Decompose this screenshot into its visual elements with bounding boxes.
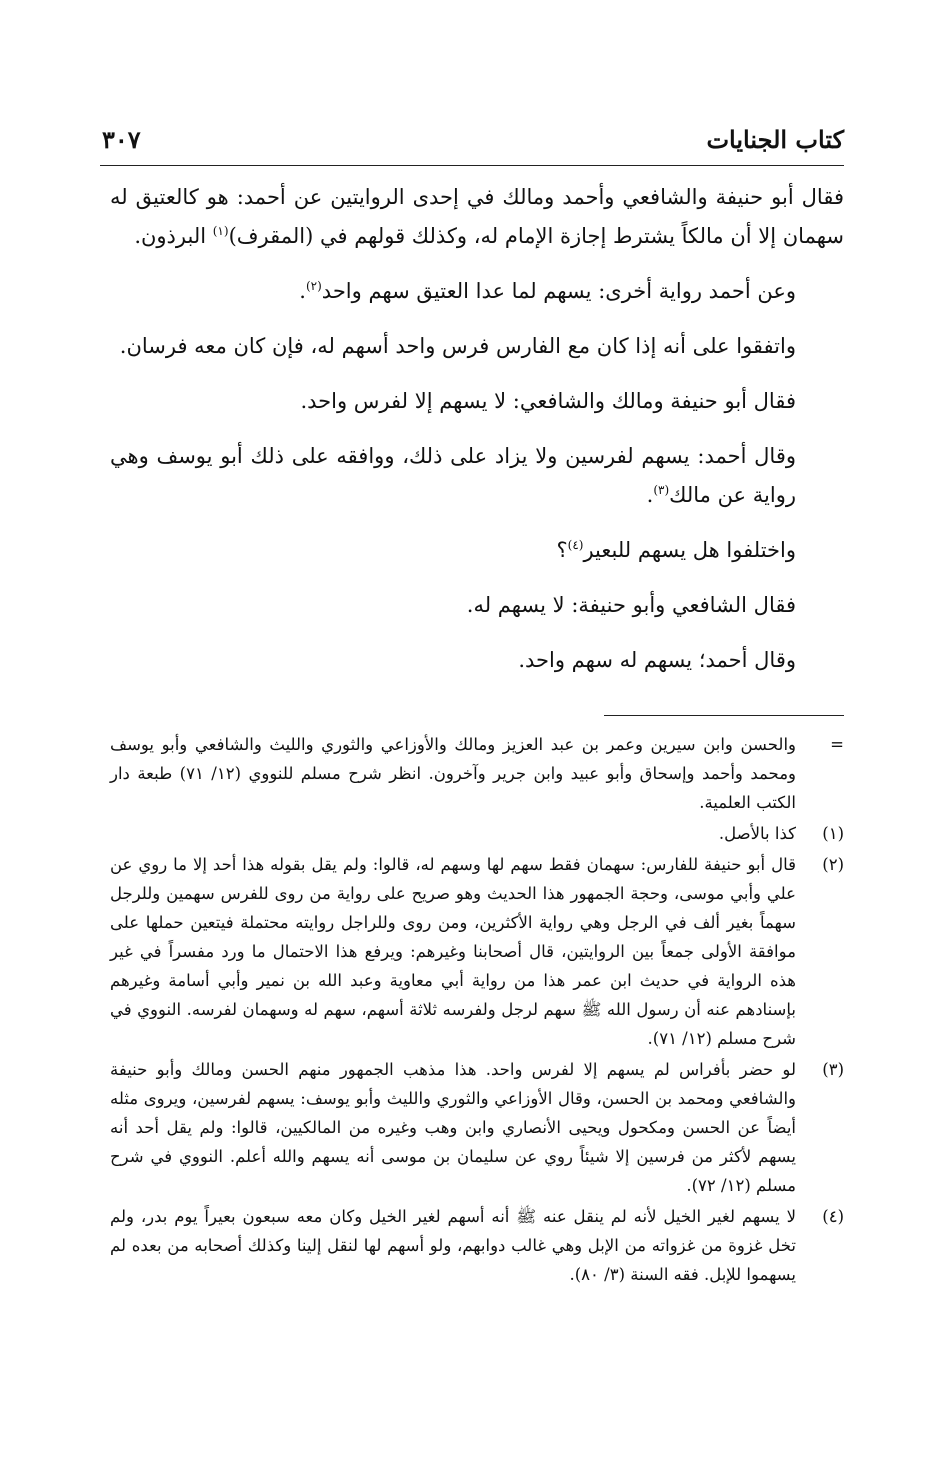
paragraph: وقال أحمد: يسهم لفرسين ولا يزاد على ذلك، ووافقه على ذلك أبو يوسف وهي رواية عن مالك$^{(٣)}$. — [110, 444, 796, 507]
footnote — [110, 819, 844, 848]
footnote-mark: = — [830, 735, 844, 754]
paragraph: فقال أبو حنيفة ومالك والشافعي: لا يسهم إلا لفرس واحد. — [300, 389, 796, 413]
footnote-ref: (١) — [212, 224, 229, 238]
footnote-text: لا يسهم لغير الخيل لأنه لم ينقل عنه ﷺ أنه أسهم لغير الخيل وكان معه سبعون بعيراً يوم بدر، ولم تخل غزوة من غزواته من الإبل وهي غالب دوابهم، ولو أسهم لها لنقل إلينا وكذلك أصحابه من بعده لم يسهموا للإبل. فقه السنة (٣/ ٨٠). — [110, 1207, 796, 1284]
footnote-text: كذا بالأصل. — [718, 824, 796, 843]
paragraph: وعن أحمد رواية أخرى: يسهم لما عدا العتيق سهم واحد$^{(٢)}$. — [299, 279, 796, 303]
footnote — [110, 1055, 844, 1200]
paragraph: واتفقوا على أنه إذا كان مع الفارس فرس واحد أسهم له، فإن كان معه فرسان. — [119, 334, 796, 358]
footnotes — [110, 730, 844, 1291]
footnote-separator — [604, 715, 844, 716]
footnote-mark: (١) — [822, 824, 844, 843]
footnote-ref: (٤) — [567, 538, 584, 552]
footnote-mark: (٤) — [822, 1207, 844, 1226]
footnote — [110, 850, 844, 1053]
footnote — [110, 730, 844, 817]
footnote-mark: (٣) — [822, 1060, 844, 1079]
header-rule — [100, 165, 844, 166]
paragraph: وقال أحمد؛ يسهم له سهم واحد. — [518, 648, 796, 672]
footnote-text: قال أبو حنيفة للفارس: سهمان فقط سهم لها وسهم له، قالوا: ولم يقل بقوله هذا أحد إلا ما روي عن علي وأبي موسى، وحجة الجمهور هذا الحديث وهو صريح على رواية من روى للفرس سهمين وللرجل سهماً بغير ألف في الرجل وهي رواية الأكثرين، ومن روى وللراجل روايته محتملة فيتعين حملها على موافقة الأولى جمعاً بين الروايتين، قال أصحابنا وغيرهم: ويرفع هذا الاحتمال ما ورد مفسراً في غير هذه الرواية في حديث ابن عمر هذا من رواية أبي معاوية وعبد الله بن نمير وأبي أسامة وغيرهم بإسنادهم عنه أن رسول الله ﷺ سهم لرجل ولفرسه ثلاثة أسهم، سهم له وسهمان لفرسه. النووي في شرح مسلم (١٢/ ٧١). — [110, 855, 796, 1048]
footnote-text: والحسن وابن سيرين وعمر بن عبد العزيز ومالك والأوزاعي والثوري والليث والشافعي وأبو يوسف ومحمد وأحمد وإسحاق وأبو عبيد وابن جرير وآخرون. انظر شرح مسلم للنووي (١٢/ ٧١) طبعة دار الكتب العلمية. — [110, 735, 796, 812]
footnote-ref: (٢) — [305, 279, 322, 293]
page-number: ٣٠٧ — [102, 125, 141, 154]
paragraph: فقال أبو حنيفة والشافعي وأحمد ومالك في إحدى الروايتين عن أحمد: هو كالعتيق له سهمان إلا أن مالكاً يشترط إجازة الإمام له، وكذلك قولهم في (المقرف)$^{(١)}$ البرذون. — [110, 185, 844, 248]
running-header-title: كتاب الجنايات — [706, 125, 844, 154]
paragraph: واختلفوا هل يسهم للبعير$^{(٤)}$؟ — [556, 538, 796, 562]
footnote — [110, 1202, 844, 1289]
footnote-mark: (٢) — [822, 855, 844, 874]
main-text — [110, 178, 844, 696]
footnote-ref: (٣) — [653, 483, 670, 497]
footnote-text: لو حضر بأفراس لم يسهم إلا لفرس واحد. هذا مذهب الجمهور منهم الحسن ومالك وأبو حنيفة والشافعي ومحمد بن الحسن، وقال الأوزاعي والثوري والليث وأبو يوسف: يسهم لفرسين، ويروى مثله أيضاً عن الحسن ومكحول ويحيى الأنصاري وابن وهب وغيره من المالكيين، قالوا: ولم يقل أحد أنه يسهم لأكثر من فرسين إلا شيئاً روي عن سليمان بن موسى أنه يسهم والله أعلم. النووي في شرح مسلم (١٢/ ٧٢). — [110, 1060, 796, 1195]
paragraph: فقال الشافعي وأبو حنيفة: لا يسهم له. — [466, 593, 796, 617]
